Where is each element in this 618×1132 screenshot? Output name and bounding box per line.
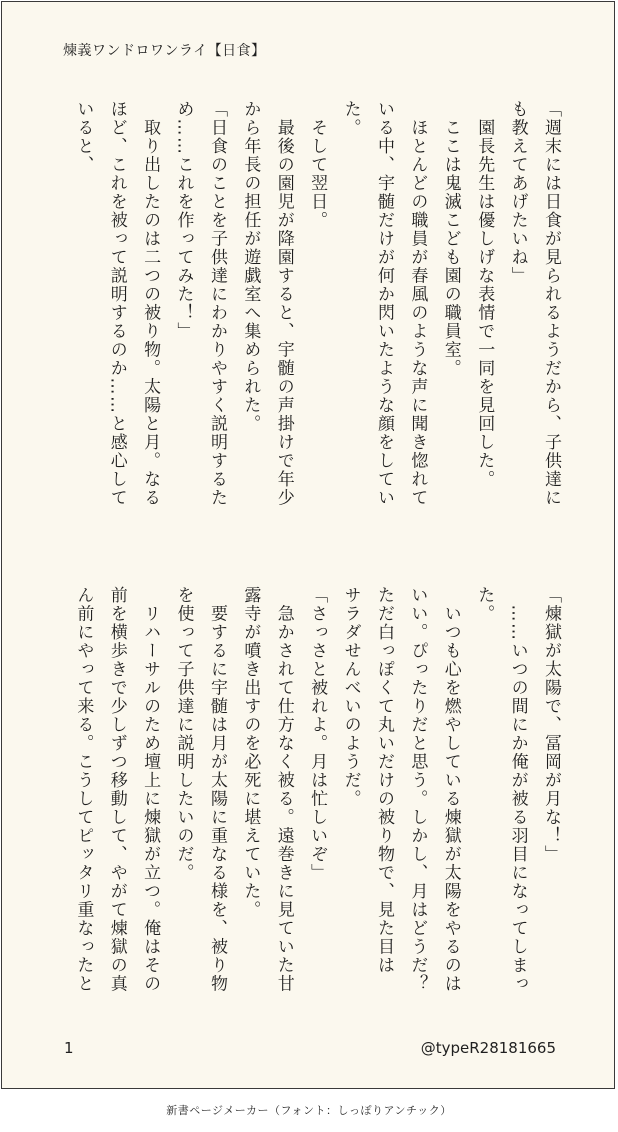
story-line: 「日食のことを子供達にわかりやすく説明するた bbox=[206, 100, 227, 507]
story-line: いると、 bbox=[73, 100, 94, 174]
story-line: ここは鬼滅こども園の職員室。 bbox=[440, 100, 461, 378]
story-line: 最後の園児が降園すると、宇髄の声掛けで年少 bbox=[273, 100, 294, 507]
story-text-lower bbox=[66, 586, 567, 1006]
story-line: め……これを作ってみた！」 bbox=[173, 100, 194, 341]
story-line: 前を横歩きで少しずつ移動して、やがて煉獄の真 bbox=[106, 586, 127, 993]
story-line: を使って子供達に説明したいのだ。 bbox=[173, 586, 194, 882]
story-line: 要するに宇髄は月が太陽に重なる様を、被り物 bbox=[206, 586, 227, 993]
story-line: た。 bbox=[340, 100, 361, 137]
page-number: 1 bbox=[64, 1039, 74, 1057]
story-line: ん前にやって来る。こうしてピッタリ重なったと bbox=[73, 586, 94, 993]
story-line: 取り出したのは二つの被り物。太陽と月。なる bbox=[140, 100, 161, 507]
story-line: 「さっさと被れよ。月は忙しいぞ」 bbox=[307, 586, 328, 882]
story-line: ただ白っぽくて丸いだけの被り物で、見た目は bbox=[373, 586, 394, 975]
story-line: 「煉獄が太陽で、冨岡が月な！」 bbox=[541, 586, 561, 864]
story-line: 「週末には日食が見られるようだから、子供達に bbox=[541, 100, 561, 507]
story-line: た。 bbox=[474, 586, 495, 623]
story-line: いつも心を燃やしている煉獄が太陽をやるのは bbox=[440, 586, 461, 993]
story-line: サラダせんべいのようだ。 bbox=[340, 586, 361, 808]
story-line: ほど、これを被って説明するのか……と感心して bbox=[106, 100, 127, 507]
story-line: そして翌日。 bbox=[307, 100, 328, 230]
story-line: 露寺が噴き出すのを必死に堪えていた。 bbox=[240, 586, 261, 919]
story-line: いる中、宇髄だけが何か閃いたような顔をしてい bbox=[373, 100, 394, 507]
story-line: ……いつの間にか俺が被る羽目になってしまっ bbox=[507, 586, 528, 993]
story-line: いい。ぴったりだと思う。しかし、月はどうだ？ bbox=[407, 586, 428, 993]
author-handle: @typeR28181665 bbox=[420, 1039, 556, 1057]
page-card bbox=[1, 1, 615, 1089]
story-line: 急かされて仕方なく被る。遠巻きに見ていた甘 bbox=[273, 586, 294, 993]
story-line: も教えてあげたいね」 bbox=[507, 100, 528, 285]
story-line: リハーサルのため壇上に煉獄が立つ。俺はその bbox=[140, 586, 161, 993]
story-line: 園長先生は優しげな表情で一同を見回した。 bbox=[474, 100, 495, 489]
story-line: ほとんどの職員が春風のような声に聞き惚れて bbox=[407, 100, 428, 507]
story-line: から年長の担任が遊戯室へ集められた。 bbox=[240, 100, 261, 433]
footer-credit: 新書ページメーカー（フォント：しっぽりアンチック） bbox=[166, 1104, 452, 1117]
page-title: 煉義ワンドロワンライ【日食】 bbox=[63, 43, 266, 59]
story-text-upper bbox=[66, 100, 567, 520]
